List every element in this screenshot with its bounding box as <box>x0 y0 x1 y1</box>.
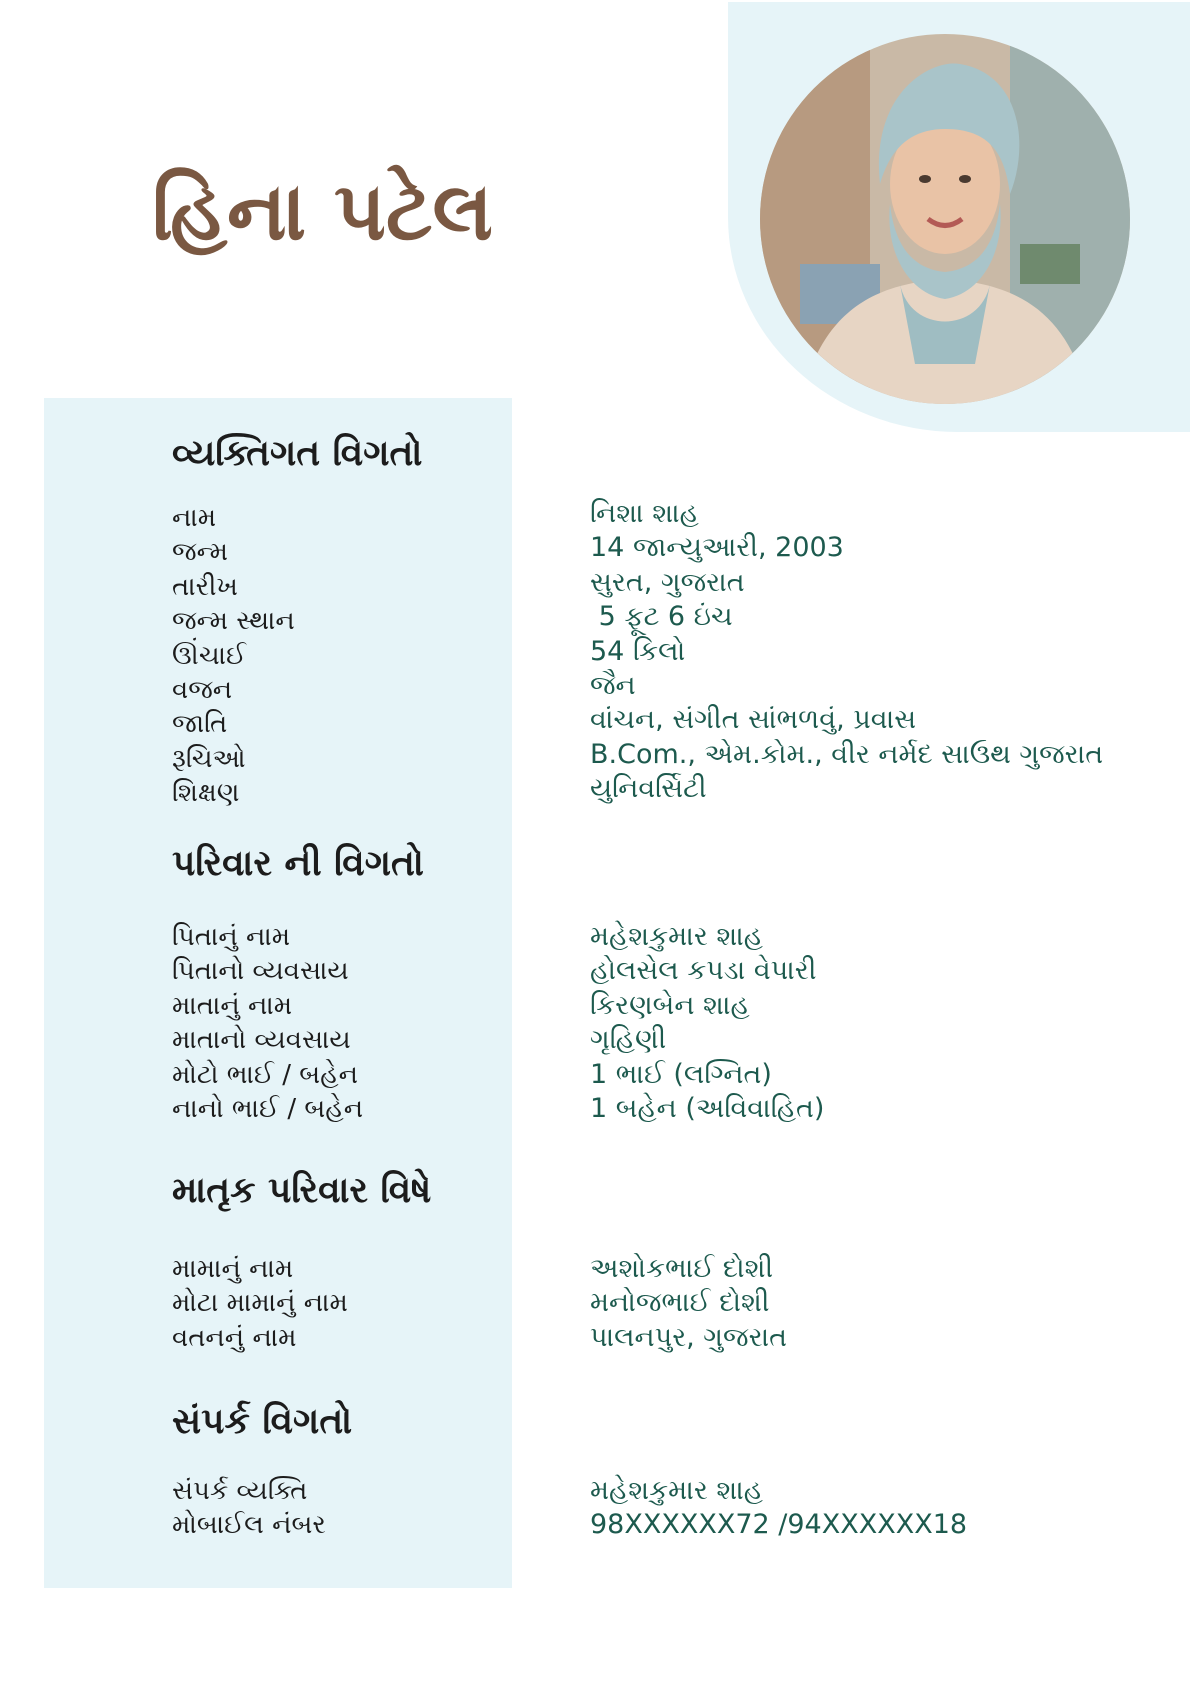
value-caste: જૈન <box>590 670 636 702</box>
label-elder-uncle-name: મોટા મામાનું નામ <box>172 1288 348 1319</box>
family-values <box>590 920 824 1126</box>
label-father-name: પિતાનું નામ <box>172 922 291 952</box>
value-elder-uncle-name: મનોજભાઈ દોશી <box>590 1287 770 1319</box>
value-birth-date: 14 જાન્યુઆરી, 2003 <box>590 532 844 564</box>
value-mobile: 98XXXXXX72 /94XXXXXX18 <box>590 1509 968 1541</box>
label-younger-sibling: નાનો ભાઈ / બહેન <box>172 1094 364 1125</box>
label-father-occupation: પિતાનો વ્યવસાય <box>172 956 349 987</box>
label-contact-person: સંપર્ક વ્યક્તિ <box>172 1476 308 1506</box>
value-hometown: પાલનપુર, ગુજરાત <box>590 1321 788 1353</box>
value-education-cont: યુનિવર્સિટી <box>590 773 707 805</box>
profile-photo <box>760 34 1130 404</box>
label-birthplace: જન્મ સ્થાન <box>172 606 295 637</box>
value-father-name: મહેશકુમાર શાહ <box>590 921 763 952</box>
label-mother-name: માતાનું નામ <box>172 990 293 1021</box>
label-height: ઊંચાઈ <box>172 640 247 671</box>
section-title-maternal: માતૃક પરિવાર વિષે <box>172 1170 432 1211</box>
label-birth: જન્મ <box>172 537 228 568</box>
profile-name: હિના પટેલ <box>152 165 493 258</box>
contact-values <box>590 1474 967 1543</box>
section-title-contact: સંપર્ક વિગતો <box>172 1401 353 1442</box>
contact-labels <box>172 1474 326 1543</box>
label-mobile: મોબાઈલ નંબર <box>172 1510 326 1541</box>
value-height: 5 ફૂટ 6 ઇંચ <box>590 601 733 633</box>
maternal-values <box>590 1252 787 1355</box>
value-mother-name: કિરણબેન શાહ <box>590 989 750 1021</box>
label-date: તારીખ <box>172 571 238 602</box>
value-name: નિશા શાહ <box>590 498 699 529</box>
value-mother-occupation: ગૃહિણી <box>590 1024 667 1056</box>
value-father-occupation: હોલસેલ કપડા વેપારી <box>590 955 817 987</box>
label-hometown: વતનનું નામ <box>172 1322 297 1353</box>
personal-values <box>590 497 1103 807</box>
value-birthplace: સુરત, ગુજરાત <box>590 566 745 598</box>
value-uncle-name: અશોકભાઈ દોશી <box>590 1253 774 1284</box>
value-younger-sibling: 1 બહેન (અવિવાહિત) <box>590 1093 825 1125</box>
value-weight: 54 કિલો <box>590 635 686 667</box>
value-contact-person: મહેશકુમાર શાહ <box>590 1475 763 1506</box>
value-elder-sibling: 1 ભાઈ (લગ્નિત) <box>590 1058 772 1090</box>
personal-labels <box>172 501 295 811</box>
label-hobbies: રૂચિઓ <box>172 743 246 774</box>
maternal-labels <box>172 1252 348 1355</box>
label-weight: વજન <box>172 675 233 706</box>
value-education: B.Com., એમ.કોમ., વીર નર્મદ સાઉથ ગુજરાત <box>590 738 1104 770</box>
label-education: શિક્ષણ <box>172 778 240 809</box>
label-mother-occupation: માતાનો વ્યવસાય <box>172 1025 351 1056</box>
label-uncle-name: મામાનું નામ <box>172 1254 294 1284</box>
label-elder-sibling: મોટો ભાઈ / બહેન <box>172 1059 359 1090</box>
portrait-image <box>760 34 1130 404</box>
label-caste: જાતિ <box>172 709 228 740</box>
family-labels <box>172 920 363 1126</box>
label-name: નામ <box>172 503 217 533</box>
section-title-personal: વ્યક્તિગત વિગતો <box>172 433 423 474</box>
value-hobbies: વાંચન, સંગીત સાંભળવું, પ્રવાસ <box>590 704 917 736</box>
section-title-family: પરિવાર ની વિગતો <box>172 843 424 884</box>
